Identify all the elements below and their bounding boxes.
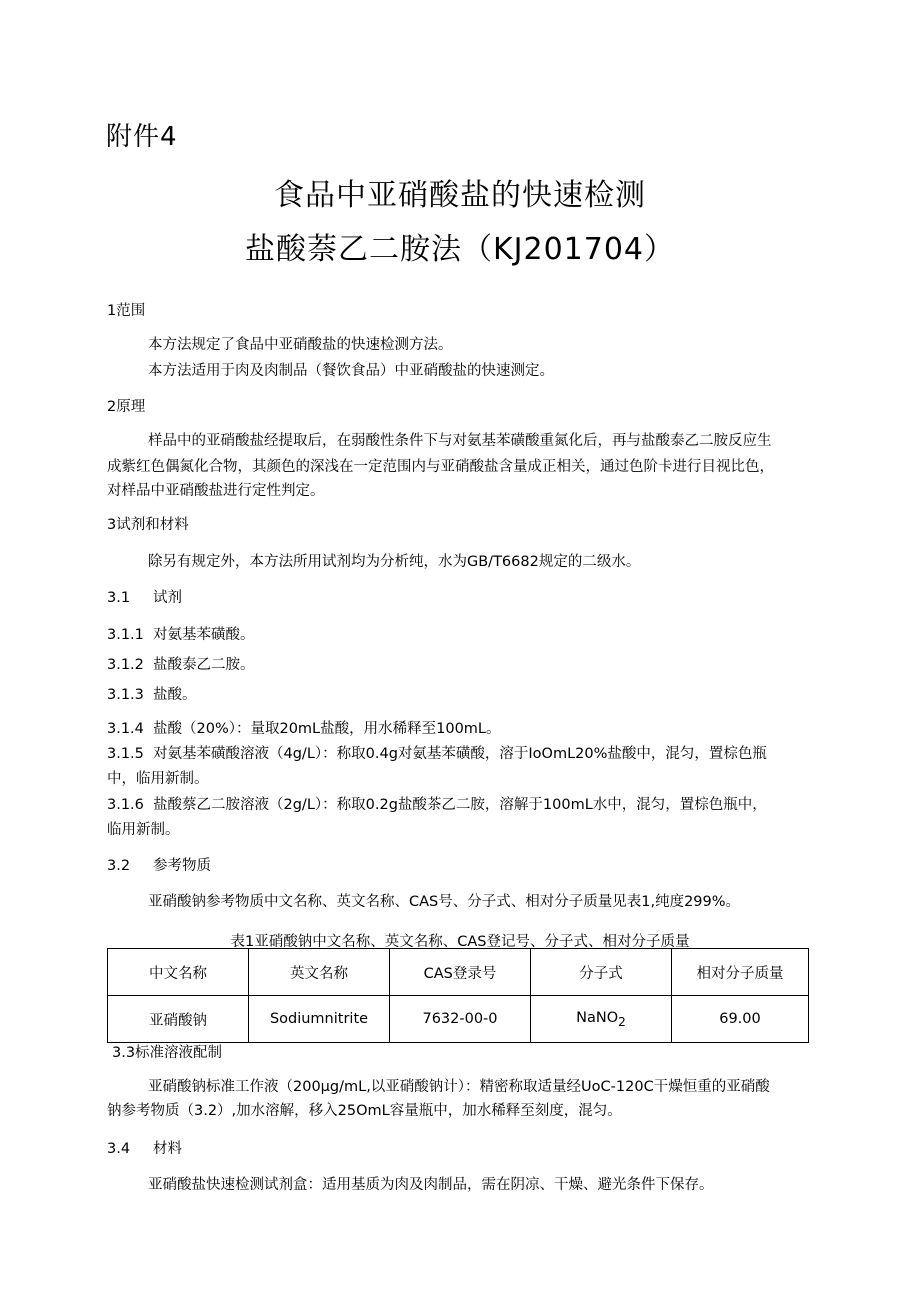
cell-cas-number: 7632-00-0 (390, 996, 531, 1043)
subsection-3-4-heading (107, 1139, 182, 1159)
section-3-heading: 3试剂和材料 (107, 517, 189, 533)
table-row (108, 996, 809, 1043)
section-2-line-2: 成紫红色偶氮化合物，其颜色的深浅在一定范围内与亚硝酸盐含量成正相关，通过色阶卡进行目视比色， (107, 459, 774, 475)
reference-material-text: 亚硝酸钠参考物质中文名称、英文名称、CAS号、分子式、相对分子质量见表1,纯度299%。 (148, 894, 741, 910)
item-text: 对氨基苯磺酸。 (153, 627, 255, 643)
item-number: 3.1.4 (107, 721, 144, 737)
item-number: 3.1.3 (107, 687, 144, 703)
section-3-intro: 除另有规定外，本方法所用试剂均为分析纯，水为GB/T6682规定的二级水。 (148, 554, 641, 570)
formula-subscript: 2 (618, 1014, 626, 1029)
reagent-3-1-2 (107, 655, 255, 675)
reagent-3-1-6 (107, 795, 767, 815)
subsection-3-2-heading (107, 856, 211, 876)
subsection-title: 材料 (153, 1141, 182, 1157)
attachment-label: 附件4 (106, 122, 178, 152)
header-cell: 中文名称 (108, 949, 249, 996)
subsection-title: 试剂 (153, 590, 182, 606)
item-number: 3.1.6 (107, 797, 144, 813)
subsection-number: 3.1 (107, 590, 131, 606)
reagent-3-1-4 (107, 719, 501, 739)
item-text: 对氨基苯磺酸溶液（4g∕L）：称取0.4g对氨基苯磺酸，溶于IoOmL20%盐酸中，混匀，置棕色瓶 (153, 746, 767, 762)
document-title-line2: 盐酸萘乙二胺法（KJ201704） (244, 232, 676, 267)
item-number: 3.1.2 (107, 657, 144, 673)
section-2-line-1: 样品中的亚硝酸盐经提取后，在弱酸性条件下与对氨基苯磺酸重氮化后，再与盐酸泰乙二胺反应生 (148, 433, 772, 449)
section-1-para-1: 本方法规定了食品中亚硝酸盐的快速检测方法。 (148, 337, 453, 353)
section-2-heading: 2原理 (107, 399, 146, 415)
header-cell: 相对分子质量 (672, 949, 809, 996)
header-cell: CAS登录号 (390, 949, 531, 996)
cell-chinese-name: 亚硝酸钠 (108, 996, 249, 1043)
reagent-3-1-5-continued: 中，临用新制。 (107, 771, 209, 787)
reagent-3-1-3 (107, 685, 197, 705)
table-header-row (108, 949, 809, 996)
subsection-number: 3.4 (107, 1141, 131, 1157)
header-cell: 分子式 (531, 949, 672, 996)
table-caption: 表1亚硝酸钠中文名称、英文名称、CAS登记号、分子式、相对分子质量 (230, 934, 690, 950)
section-2-line-3: 对样品中亚硝酸盐进行定性判定。 (107, 483, 325, 499)
subsection-number: 3.2 (107, 858, 131, 874)
section-1-para-2: 本方法适用于肉及肉制品（餐饮食品）中亚硝酸盐的快速测定。 (148, 363, 554, 379)
cell-formula (531, 996, 672, 1043)
material-text: 亚硝酸盐快速检测试剂盒：适用基质为肉及肉制品，需在阴凉、干燥、避光条件下保存。 (148, 1177, 714, 1193)
reference-table (107, 948, 809, 1043)
cell-molecular-mass: 69.00 (672, 996, 809, 1043)
subsection-3-1-heading (107, 588, 182, 608)
item-text: 盐酸泰乙二胺。 (153, 657, 255, 673)
formula-base: NaNO (576, 1009, 619, 1026)
standard-solution-line-1: 亚硝酸钠标准工作液（200μg∕mL,以亚硝酸钠计）：精密称取适量经UoC-120C干燥恒重的亚硝酸 (148, 1079, 770, 1095)
cell-english-name: Sodiumnitrite (249, 996, 390, 1043)
item-number: 3.1.1 (107, 627, 144, 643)
header-cell: 英文名称 (249, 949, 390, 996)
item-text: 盐酸。 (153, 687, 197, 703)
document-title-line1: 食品中亚硝酸盐的快速检测 (274, 178, 646, 213)
item-text: 盐酸蔡乙二胺溶液（2g∕L）：称取0.2g盐酸茶乙二胺，溶解于100mL水中，混匀，置棕色瓶中， (153, 797, 767, 813)
item-text: 盐酸（20%）：量取20mL盐酸，用水稀释至100mL。 (153, 721, 501, 737)
item-number: 3.1.5 (107, 746, 144, 762)
reagent-3-1-6-continued: 临用新制。 (107, 822, 180, 838)
section-1-heading: 1范围 (107, 303, 146, 319)
reagent-3-1-1 (107, 625, 255, 645)
standard-solution-line-2: 钠参考物质（3.2）,加水溶解，移入25OmL容量瓶中，加水稀释至刻度，混匀。 (107, 1103, 622, 1119)
subsection-title: 参考物质 (153, 858, 211, 874)
subsection-3-3-heading: 3.3标准溶液配制 (112, 1045, 223, 1061)
reagent-3-1-5 (107, 744, 767, 764)
